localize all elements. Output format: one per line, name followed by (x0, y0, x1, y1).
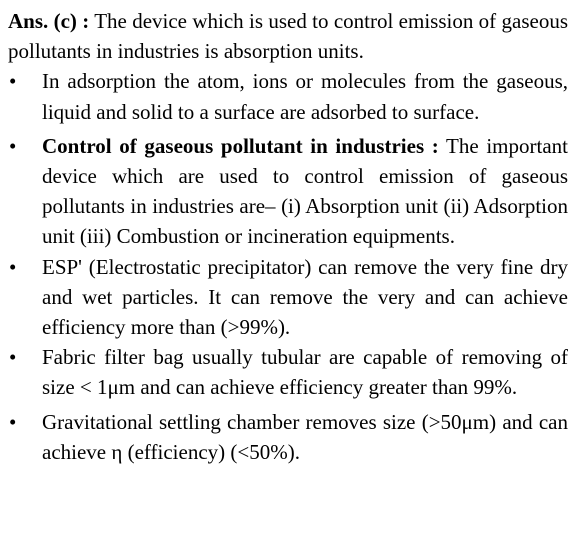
bullet-icon: • (9, 345, 17, 370)
bullet-icon: • (9, 69, 17, 94)
answer-label: Ans. (c) : (8, 9, 90, 33)
bullet-icon: • (9, 254, 17, 279)
bullet-icon: • (9, 409, 17, 434)
bullet-icon: • (9, 133, 17, 158)
answer-intro-text: The device which is used to control emission of gaseous pollutants in industries is absorption units. (8, 9, 568, 64)
answer-document (8, 6, 568, 467)
bullet-text: ESP' (Electrostatic precipitator) can remove the very fine dry and wet particles. It can remove the very and can achieve efficiency more than (>99%). (42, 254, 568, 340)
bullet-item-fabric-filter (8, 342, 568, 402)
answer-intro (8, 6, 568, 66)
bullet-text: In adsorption the atom, ions or molecules from the gaseous, liquid and solid to a surface are adsorbed to surface. (42, 69, 568, 124)
bullet-text: The important device which are used to control emission of gaseous pollutants in industries are– (i) Absorption unit (ii) Adsorption unit (iii) Combustion or incineration equipments. (42, 133, 568, 249)
bullet-heading: Control of gaseous pollutant in industries : (42, 133, 439, 158)
bullet-item-esp (8, 252, 568, 343)
bullet-list (8, 66, 568, 467)
bullet-item-settling-chamber (8, 407, 568, 467)
bullet-text: Gravitational settling chamber removes size (>50μm) and can achieve η (efficiency) (<50%). (42, 409, 568, 464)
bullet-text: Fabric filter bag usually tubular are capable of removing of size < 1μm and can achieve efficiency greater than 99%. (42, 345, 568, 400)
bullet-text-wrapper (42, 131, 568, 252)
bullet-item-adsorption (8, 66, 568, 126)
bullet-item-control-devices (8, 131, 568, 252)
